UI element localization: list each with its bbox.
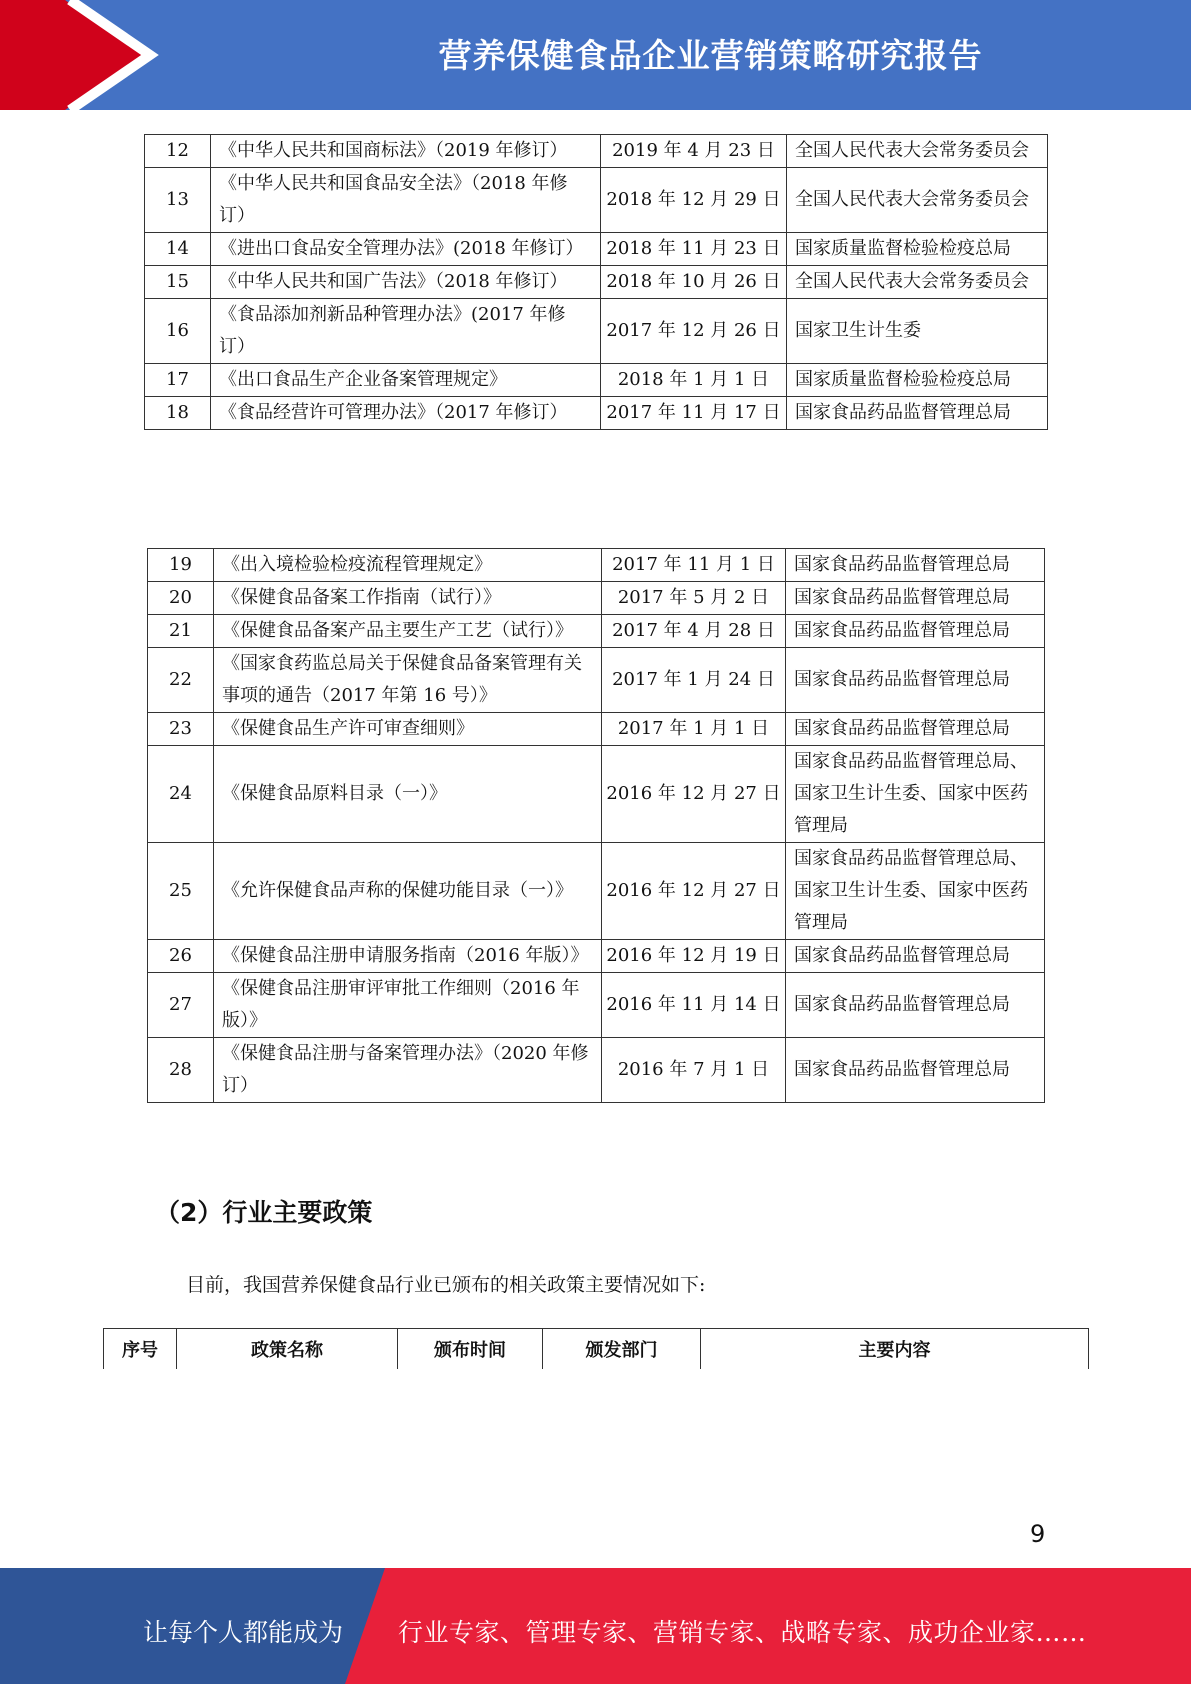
table-row (148, 582, 1045, 615)
cell-issue-date: 2017 年 11 月 1 日 (602, 549, 786, 582)
cell-issue-date: 2016 年 11 月 14 日 (602, 973, 786, 1038)
cell-law-name: 《保健食品注册审评审批工作细则（2016 年版）》 (214, 973, 602, 1038)
cell-issue-date: 2017 年 11 月 17 日 (601, 397, 787, 430)
cell-department: 国家食品药品监督管理总局、国家卫生计生委、国家中医药管理局 (786, 746, 1045, 843)
cell-number: 27 (148, 973, 214, 1038)
table-row (148, 1038, 1045, 1103)
cell-law-name: 《保健食品注册与备案管理办法》（2020 年修订） (214, 1038, 602, 1103)
cell-number: 16 (145, 299, 211, 364)
policy-table (103, 1328, 1089, 1369)
table-row (148, 843, 1045, 940)
cell-law-name: 《出入境检验检疫流程管理规定》 (214, 549, 602, 582)
cell-department: 国家卫生计生委 (787, 299, 1048, 364)
cell-department: 国家食品药品监督管理总局 (786, 582, 1045, 615)
cell-number: 13 (145, 168, 211, 233)
cell-department: 国家食品药品监督管理总局 (786, 615, 1045, 648)
cell-issue-date: 2017 年 1 月 24 日 (602, 648, 786, 713)
cell-issue-date: 2016 年 12 月 27 日 (602, 746, 786, 843)
cell-law-name: 《保健食品备案产品主要生产工艺（试行）》 (214, 615, 602, 648)
cell-law-name: 《中华人民共和国广告法》（2018 年修订） (211, 266, 601, 299)
cell-law-name: 《中华人民共和国食品安全法》（2018 年修订） (211, 168, 601, 233)
cell-issue-date: 2017 年 1 月 1 日 (602, 713, 786, 746)
intro-paragraph: 目前，我国营养保健食品行业已颁布的相关政策主要情况如下: (186, 1274, 706, 1296)
cell-issue-date: 2018 年 12 月 29 日 (601, 168, 787, 233)
table-row (148, 746, 1045, 843)
col-header-number: 序号 (104, 1329, 177, 1370)
table-row (145, 233, 1048, 266)
table-row (145, 266, 1048, 299)
cell-number: 14 (145, 233, 211, 266)
cell-number: 12 (145, 135, 211, 168)
cell-number: 22 (148, 648, 214, 713)
cell-law-name: 《保健食品原料目录（一）》 (214, 746, 602, 843)
cell-law-name: 《食品经营许可管理办法》（2017 年修订） (211, 397, 601, 430)
page-header (0, 0, 1191, 110)
cell-number: 23 (148, 713, 214, 746)
cell-department: 国家食品药品监督管理总局 (786, 549, 1045, 582)
cell-issue-date: 2016 年 12 月 27 日 (602, 843, 786, 940)
cell-issue-date: 2019 年 4 月 23 日 (601, 135, 787, 168)
cell-department: 全国人民代表大会常务委员会 (787, 135, 1048, 168)
policy-table-header-row (104, 1329, 1089, 1370)
cell-issue-date: 2018 年 1 月 1 日 (601, 364, 787, 397)
table-row (145, 397, 1048, 430)
law-table-part1 (144, 134, 1048, 430)
cell-number: 25 (148, 843, 214, 940)
cell-law-name: 《允许保健食品声称的保健功能目录（一）》 (214, 843, 602, 940)
table-row (148, 713, 1045, 746)
cell-department: 全国人民代表大会常务委员会 (787, 168, 1048, 233)
cell-department: 国家食品药品监督管理总局 (786, 713, 1045, 746)
cell-number: 20 (148, 582, 214, 615)
col-header-department: 颁发部门 (543, 1329, 701, 1370)
footer-slogan-right: 行业专家、管理专家、营销专家、战略专家、成功企业家…… (398, 1618, 1087, 1647)
cell-number: 17 (145, 364, 211, 397)
cell-number: 19 (148, 549, 214, 582)
table-row (145, 299, 1048, 364)
cell-law-name: 《出口食品生产企业备案管理规定》 (211, 364, 601, 397)
cell-department: 全国人民代表大会常务委员会 (787, 266, 1048, 299)
cell-law-name: 《食品添加剂新品种管理办法》(2017 年修订） (211, 299, 601, 364)
cell-issue-date: 2017 年 4 月 28 日 (602, 615, 786, 648)
cell-issue-date: 2018 年 11 月 23 日 (601, 233, 787, 266)
table-row (145, 364, 1048, 397)
table-row (148, 973, 1045, 1038)
table-row (148, 648, 1045, 713)
cell-law-name: 《中华人民共和国商标法》（2019 年修订） (211, 135, 601, 168)
cell-number: 28 (148, 1038, 214, 1103)
header-arrow-decoration (0, 0, 260, 110)
section-heading: （2）行业主要政策 (155, 1198, 373, 1227)
cell-number: 15 (145, 266, 211, 299)
cell-department: 国家食品药品监督管理总局、国家卫生计生委、国家中医药管理局 (786, 843, 1045, 940)
col-header-policy-name: 政策名称 (177, 1329, 398, 1370)
cell-law-name: 《保健食品备案工作指南（试行）》 (214, 582, 602, 615)
cell-number: 26 (148, 940, 214, 973)
footer-slogan-left: 让每个人都能成为 (143, 1618, 344, 1647)
cell-department: 国家质量监督检验检疫总局 (787, 233, 1048, 266)
page-footer (0, 1568, 1191, 1684)
table-row (145, 135, 1048, 168)
cell-issue-date: 2016 年 12 月 19 日 (602, 940, 786, 973)
cell-law-name: 《国家食药监总局关于保健食品备案管理有关事项的通告（2017 年第 16 号）》 (214, 648, 602, 713)
cell-department: 国家食品药品监督管理总局 (787, 397, 1048, 430)
cell-issue-date: 2016 年 7 月 1 日 (602, 1038, 786, 1103)
cell-department: 国家食品药品监督管理总局 (786, 1038, 1045, 1103)
cell-law-name: 《保健食品注册申请服务指南（2016 年版）》 (214, 940, 602, 973)
table-row (145, 168, 1048, 233)
cell-number: 21 (148, 615, 214, 648)
col-header-main-content: 主要内容 (701, 1329, 1089, 1370)
cell-number: 18 (145, 397, 211, 430)
cell-law-name: 《进出口食品安全管理办法》(2018 年修订） (211, 233, 601, 266)
cell-issue-date: 2018 年 10 月 26 日 (601, 266, 787, 299)
report-title: 营养保健食品企业营销策略研究报告 (438, 36, 983, 75)
cell-issue-date: 2017 年 12 月 26 日 (601, 299, 787, 364)
col-header-issue-date: 颁布时间 (398, 1329, 543, 1370)
cell-law-name: 《保健食品生产许可审查细则》 (214, 713, 602, 746)
page-number: 9 (1030, 1520, 1046, 1548)
cell-department: 国家质量监督检验检疫总局 (787, 364, 1048, 397)
cell-department: 国家食品药品监督管理总局 (786, 648, 1045, 713)
law-table-part2 (147, 548, 1045, 1103)
cell-department: 国家食品药品监督管理总局 (786, 973, 1045, 1038)
table-row (148, 940, 1045, 973)
cell-number: 24 (148, 746, 214, 843)
cell-department: 国家食品药品监督管理总局 (786, 940, 1045, 973)
table-row (148, 615, 1045, 648)
table-row (148, 549, 1045, 582)
cell-issue-date: 2017 年 5 月 2 日 (602, 582, 786, 615)
